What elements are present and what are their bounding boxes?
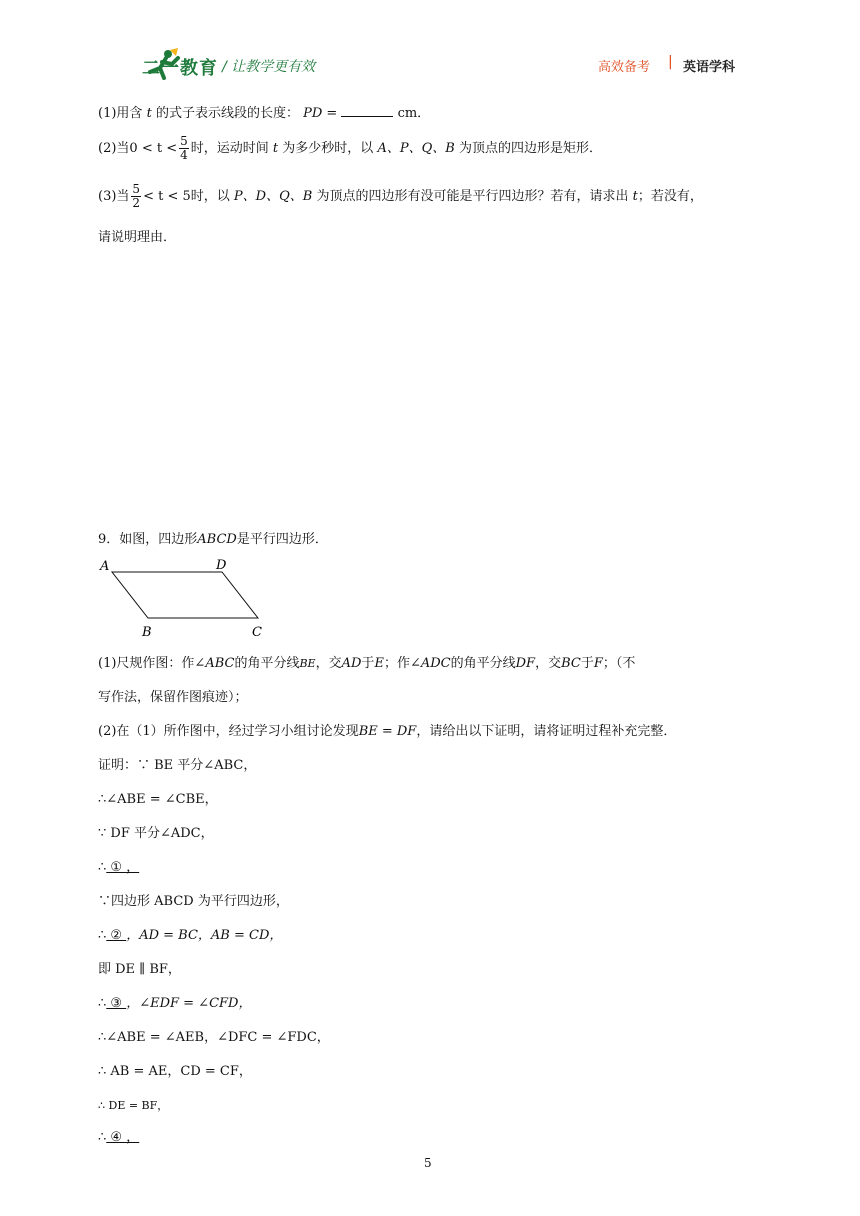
q8-part2: (2)当0 < t < $\frac{5}{4}$ 时，运动时间 t 为多少秒时，以 A、P、Q、B 为顶点的四边形是矩形． (98, 134, 602, 162)
label-b: B (142, 625, 152, 640)
proof-line-8: ∴ ③ ，∠EDF = ∠CFD， (98, 996, 252, 1011)
logo-text: 二一教育 (142, 58, 218, 79)
q8-part1: (1)用含 t 的式子表示线段的长度： PD = cm． (98, 106, 431, 121)
proof-line-12: ∴ ④ ， (98, 1130, 140, 1145)
answer-blank-3[interactable]: ③ (106, 996, 127, 1011)
answer-blank[interactable] (341, 104, 393, 117)
proof-line-10: ∴ AB = AE，CD = CF， (98, 1064, 252, 1079)
page-number: 5 (424, 1156, 432, 1170)
fraction: $\frac{5}{2}$ (132, 182, 141, 210)
fraction: $\frac{5}{4}$ (180, 134, 188, 162)
label-a: A (100, 559, 110, 574)
header-separator: | (668, 54, 673, 70)
q9-title: 9．如图，四边形ABCD是平行四边形． (98, 532, 328, 547)
proof-line-2: ∴∠ABE = ∠CBE， (98, 792, 218, 807)
answer-blank-4[interactable]: ④ ， (106, 1130, 140, 1145)
proof-line-11: ∴ DE = BF， (98, 1099, 169, 1112)
label-d: D (216, 558, 227, 573)
header-slogan: / 让教学更有效 (222, 59, 316, 75)
q8-part3: (3)当 $\frac{5}{2}$ < t < 5时，以 P、D、Q、B 为顶点的四边形有没可能是平行四边形？若有，请求出 t；若没有， (98, 182, 703, 210)
q9-part2: (2)在（1）所作图中，经过学习小组讨论发现BE = DF，请给出以下证明，请将证明过程补充完整． (98, 724, 677, 739)
label-c: C (252, 625, 262, 640)
proof-line-6: ∴ ② ，AD = BC，AB = CD， (98, 928, 283, 943)
header-tag-exam: 高效备考 (598, 60, 651, 75)
header-tag-subject: 英语学科 (683, 60, 736, 75)
proof-line-5: ∵四边形 ABCD 为平行四边形， (98, 894, 289, 909)
answer-blank-1[interactable]: ① ， (106, 860, 140, 875)
parallelogram-figure (98, 556, 278, 642)
answer-blank-2[interactable]: ② (106, 928, 127, 943)
proof-line-3: ∵ DF 平分∠ADC， (98, 826, 214, 841)
proof-line-4: ∴ ① ， (98, 860, 140, 875)
q8-part3-line2: 请说明理由． (98, 230, 177, 245)
proof-line-7: 即 DE ∥ BF， (98, 962, 181, 977)
proof-line-1: 证明：∵ BE 平分∠ABC， (98, 758, 257, 773)
q9-part1-line2: 写作法，保留作图痕迹）； (98, 690, 248, 705)
q9-part1: (1)尺规作图：作∠ABC的角平分线BE，交AD于E；作∠ADC的角平分线DF，交BC于F；（不 (98, 656, 636, 671)
proof-line-9: ∴∠ABE = ∠AEB，∠DFC = ∠FDC， (98, 1030, 330, 1045)
